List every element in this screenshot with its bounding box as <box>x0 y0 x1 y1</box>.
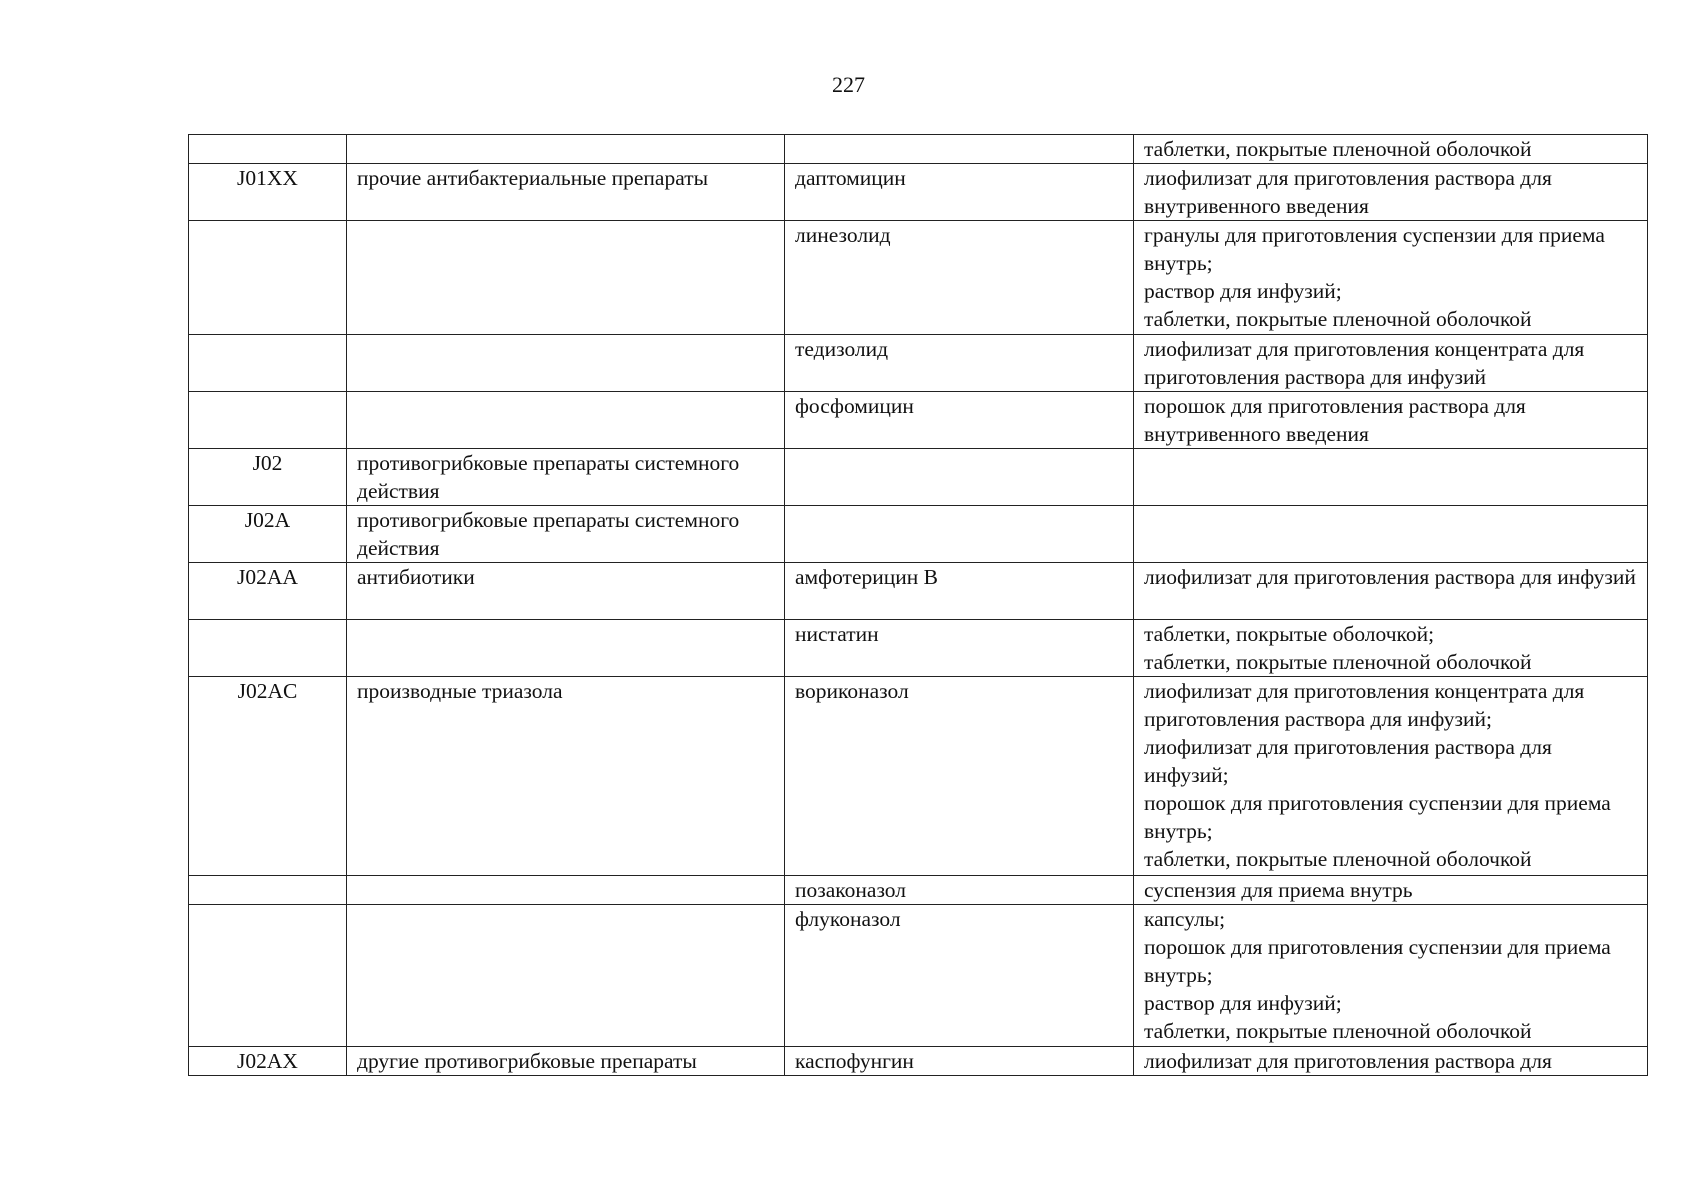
page-number: 227 <box>832 72 865 97</box>
drug-cell: каспофунгин <box>785 1047 1134 1076</box>
group-cell <box>347 876 785 905</box>
dosage-forms-cell: лиофилизат для приготовления концентрата для приготовления раствора для инфузий <box>1134 335 1648 392</box>
drug-cell: даптомицин <box>785 164 1134 221</box>
table-row <box>189 221 1648 335</box>
group-cell: производные триазола <box>347 677 785 876</box>
atc-code-cell <box>189 876 347 905</box>
table-row <box>189 392 1648 449</box>
drug-cell: позаконазол <box>785 876 1134 905</box>
table-row <box>189 876 1648 905</box>
atc-code-cell: J02A <box>189 506 347 563</box>
dosage-forms-cell: гранулы для приготовления суспензии для приема внутрь; раствор для инфузий; таблетки, покрытые пленочной оболочкой <box>1134 221 1648 335</box>
atc-code-cell: J01XX <box>189 164 347 221</box>
drug-cell: нистатин <box>785 620 1134 677</box>
drug-cell: тедизолид <box>785 335 1134 392</box>
group-cell <box>347 335 785 392</box>
drug-cell: линезолид <box>785 221 1134 335</box>
atc-code-cell <box>189 392 347 449</box>
drug-cell: вориконазол <box>785 677 1134 876</box>
group-cell: другие противогрибковые препараты <box>347 1047 785 1076</box>
atc-code-cell: J02AX <box>189 1047 347 1076</box>
drug-cell <box>785 135 1134 164</box>
dosage-forms-cell: лиофилизат для приготовления концентрата для приготовления раствора для инфузий; лиофилизат для приготовления раствора для инфузий; порошок для приготовления суспензии для приема внутрь; таблетки, покрытые пленочной оболочкой <box>1134 677 1648 876</box>
atc-code-cell: J02AA <box>189 563 347 620</box>
atc-code-cell: J02 <box>189 449 347 506</box>
group-cell <box>347 905 785 1047</box>
drug-cell <box>785 449 1134 506</box>
table-row <box>189 905 1648 1047</box>
dosage-forms-cell: суспензия для приема внутрь <box>1134 876 1648 905</box>
dosage-forms-cell: порошок для приготовления раствора для внутривенного введения <box>1134 392 1648 449</box>
atc-code-cell <box>189 135 347 164</box>
dosage-forms-cell: лиофилизат для приготовления раствора для инфузий <box>1134 563 1648 620</box>
table-row <box>189 335 1648 392</box>
dosage-forms-cell: капсулы; порошок для приготовления суспензии для приема внутрь; раствор для инфузий; таблетки, покрытые пленочной оболочкой <box>1134 905 1648 1047</box>
table-row <box>189 164 1648 221</box>
drug-cell <box>785 506 1134 563</box>
table-row <box>189 620 1648 677</box>
group-cell <box>347 221 785 335</box>
dosage-forms-cell: лиофилизат для приготовления раствора для внутривенного введения <box>1134 164 1648 221</box>
atc-code-cell: J02AC <box>189 677 347 876</box>
table-row <box>189 506 1648 563</box>
group-cell: прочие антибактериальные препараты <box>347 164 785 221</box>
atc-code-cell <box>189 905 347 1047</box>
atc-code-cell <box>189 620 347 677</box>
drug-cell: амфотерицин В <box>785 563 1134 620</box>
group-cell: противогрибковые препараты системного действия <box>347 506 785 563</box>
group-cell <box>347 620 785 677</box>
group-cell <box>347 135 785 164</box>
table-row <box>189 135 1648 164</box>
group-cell: противогрибковые препараты системного действия <box>347 449 785 506</box>
dosage-forms-cell <box>1134 506 1648 563</box>
atc-code-cell <box>189 335 347 392</box>
dosage-forms-cell <box>1134 449 1648 506</box>
drug-cell: флуконазол <box>785 905 1134 1047</box>
table-row <box>189 563 1648 620</box>
drug-table <box>188 134 1648 1076</box>
group-cell <box>347 392 785 449</box>
dosage-forms-cell: таблетки, покрытые пленочной оболочкой <box>1134 135 1648 164</box>
table-row <box>189 1047 1648 1076</box>
atc-code-cell <box>189 221 347 335</box>
dosage-forms-cell: таблетки, покрытые оболочкой; таблетки, покрытые пленочной оболочкой <box>1134 620 1648 677</box>
table-row <box>189 677 1648 876</box>
group-cell: антибиотики <box>347 563 785 620</box>
dosage-forms-cell: лиофилизат для приготовления раствора для <box>1134 1047 1648 1076</box>
drug-cell: фосфомицин <box>785 392 1134 449</box>
table-row <box>189 449 1648 506</box>
